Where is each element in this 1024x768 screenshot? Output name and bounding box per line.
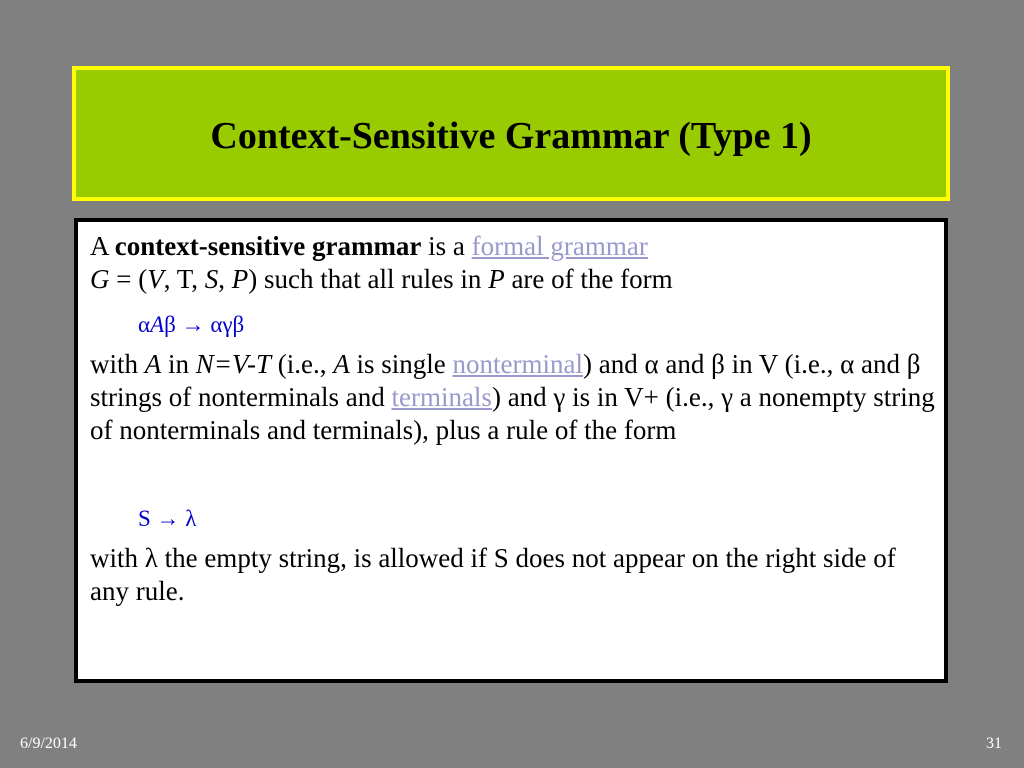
definition-paragraph [90,230,940,296]
formula-rest: β → αγβ [164,312,245,337]
text-mid: ) and α and β in V (i.e., α and β strings of nonterminals and [90,349,921,412]
footer-date: 6/9/2014 [20,735,77,752]
symbol-p-2: P [488,264,505,294]
empty-rule-formula: S → λ [138,506,197,531]
text-single: is single [349,349,453,379]
text-ie: (i.e., [271,349,334,379]
explanation-paragraph [90,348,940,447]
symbol-a-2: A [144,349,162,379]
page-number: 31 [986,735,1002,752]
slide-title: Context-Sensitive Grammar (Type 1) [210,114,812,157]
text-is-a: is a [421,231,472,261]
text-a: A [90,231,115,261]
content-panel [74,218,948,683]
symbol-p: P [231,264,249,294]
symbol-alpha: α [138,312,151,337]
text-eq-open: = ( [109,264,148,294]
symbol-s: S [204,264,219,294]
symbol-g: G [90,264,110,294]
text-in: in [161,349,196,379]
text-such-that: ) such that all rules in [248,264,489,294]
symbol-v: V [147,264,164,294]
text-comma-t: , T, [163,264,205,294]
symbol-a: A [150,312,165,337]
rule-formula [138,312,244,338]
symbol-a-3: A [333,349,350,379]
text-tail: ) and γ is in V+ (i.e., γ a nonempty string of nonterminals and terminals), plus a rule of the form [90,382,935,445]
text-comma: , [218,264,232,294]
empty-string-paragraph: with λ the empty string, is allowed if S does not appear on the right side of any rule. [90,543,896,606]
text-form: are of the form [504,264,673,294]
link-terminals[interactable]: terminals [391,382,492,412]
text-with: with [90,349,145,379]
title-banner [72,66,950,201]
symbol-nvt: N=V-T [195,349,272,379]
link-nonterminal[interactable]: nonterminal [452,349,583,379]
link-formal-grammar[interactable]: formal grammar [471,231,648,261]
term-context-sensitive-grammar: context-sensitive grammar [114,231,422,261]
